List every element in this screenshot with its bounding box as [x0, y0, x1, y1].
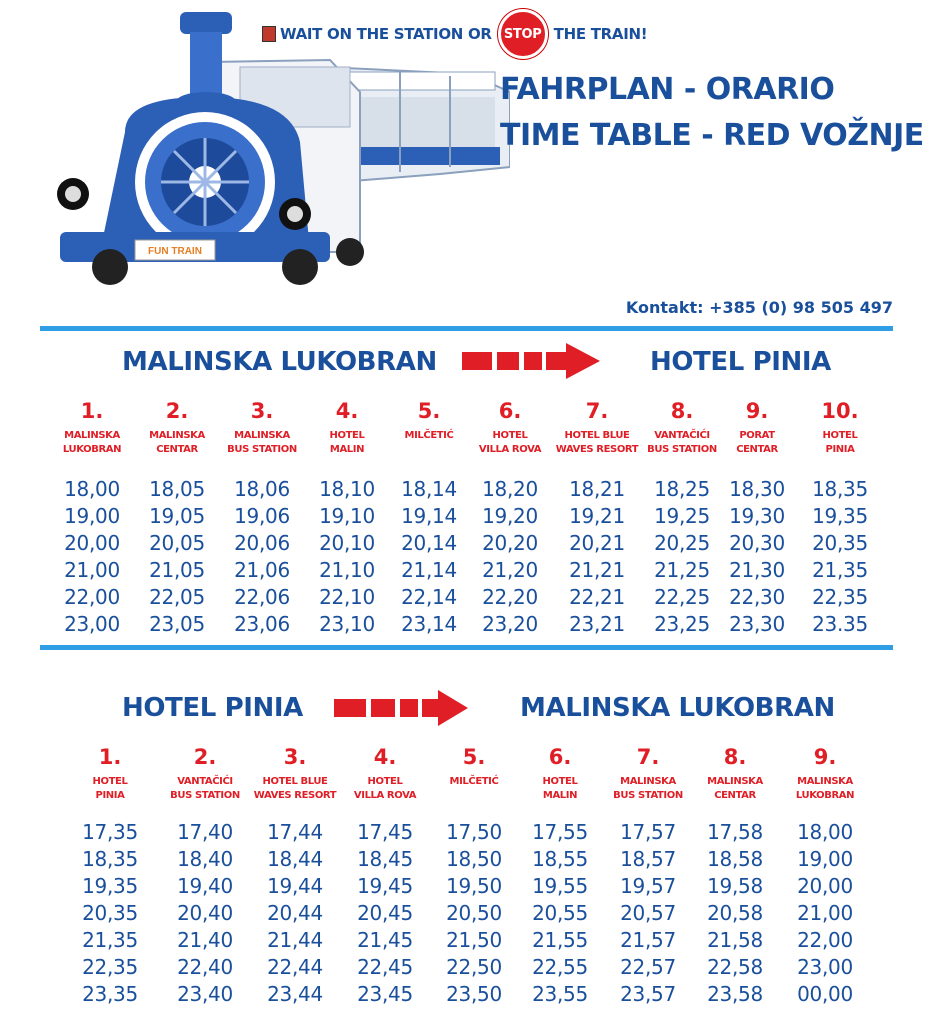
stop-number: 1.: [98, 745, 122, 769]
stop-number: 1.: [80, 399, 104, 423]
stop-header: [553, 399, 641, 457]
time-column: [779, 819, 871, 1008]
departure-time: 21,14: [401, 558, 457, 582]
stop-number: 9.: [813, 745, 837, 769]
time-column: [428, 819, 520, 1008]
stop-header: [602, 745, 694, 803]
departure-time: 22,10: [319, 585, 375, 609]
time-column: [796, 476, 884, 638]
departure-time: 18,35: [82, 847, 138, 871]
departure-time: 17,55: [532, 820, 588, 844]
departure-time: 22,35: [82, 955, 138, 979]
departure-time: 20,45: [357, 901, 413, 925]
departure-time: 20,25: [654, 531, 710, 555]
departure-time: 22,55: [532, 955, 588, 979]
stop-name: HOTEL MALIN: [542, 776, 578, 801]
departure-time: 23,10: [319, 612, 375, 636]
stop-number: 2.: [165, 399, 189, 423]
departure-time: 22,14: [401, 585, 457, 609]
route2-to: MALINSKA LUKOBRAN: [520, 693, 835, 723]
departure-time: 18,25: [654, 477, 710, 501]
departure-time: 22,20: [482, 585, 538, 609]
departure-time: 23,35: [82, 982, 138, 1006]
departure-time: 21,35: [82, 928, 138, 952]
stop-name: HOTEL BLUE WAVES RESORT: [253, 776, 337, 801]
departure-time: 21,30: [729, 558, 785, 582]
departure-time: 21,20: [482, 558, 538, 582]
lamp-icon: [262, 26, 276, 42]
departure-time: 19,58: [707, 874, 763, 898]
departure-time: 18,35: [812, 477, 868, 501]
departure-time: 20,14: [401, 531, 457, 555]
departure-time: 21,55: [532, 928, 588, 952]
stop-number: 5.: [417, 399, 441, 423]
stop-header: [64, 745, 156, 803]
stop-header: [713, 399, 801, 457]
departure-time: 22,57: [620, 955, 676, 979]
departure-time: 22,45: [357, 955, 413, 979]
notice-right-text: THE TRAIN!: [553, 25, 648, 43]
stop-sign-label: STOP: [503, 26, 542, 42]
stop-number: 7.: [636, 745, 660, 769]
divider-top: [40, 326, 893, 331]
stop-name: HOTEL BLUE WAVES RESORT: [555, 430, 639, 455]
stop-number: 5.: [462, 745, 486, 769]
stop-name: HOTEL MALIN: [329, 430, 365, 455]
stop-header: [339, 745, 431, 803]
departure-time: 18,00: [64, 477, 120, 501]
stop-name: MILČETIĆ: [449, 776, 499, 787]
departure-time: 20,57: [620, 901, 676, 925]
departure-time: 23,05: [149, 612, 205, 636]
notice-left-text: WAIT ON THE STATION OR: [280, 25, 492, 43]
departure-time: 21,40: [177, 928, 233, 952]
departure-time: 21,10: [319, 558, 375, 582]
departure-time: 18,45: [357, 847, 413, 871]
stop-sign-icon: [498, 9, 548, 59]
departure-time: 19,00: [64, 504, 120, 528]
departure-time: 20,06: [234, 531, 290, 555]
departure-time: 00,00: [797, 982, 853, 1006]
stop-header: [385, 399, 473, 443]
departure-time: 23,14: [401, 612, 457, 636]
divider-middle: [40, 645, 893, 650]
departure-time: 23,58: [707, 982, 763, 1006]
departure-time: 23,00: [797, 955, 853, 979]
departure-time: 17,50: [446, 820, 502, 844]
departure-time: 22,05: [149, 585, 205, 609]
departure-time: 18,50: [446, 847, 502, 871]
stop-number: 9.: [745, 399, 769, 423]
departure-time: 18,57: [620, 847, 676, 871]
departure-time: 21,06: [234, 558, 290, 582]
departure-time: 21,00: [797, 901, 853, 925]
departure-time: 21,45: [357, 928, 413, 952]
title-line-2: TIME TABLE - RED VOŽNJE: [500, 118, 924, 153]
route2-from: HOTEL PINIA: [122, 693, 303, 723]
departure-time: 18,10: [319, 477, 375, 501]
departure-time: 20,20: [482, 531, 538, 555]
stop-number: 6.: [498, 399, 522, 423]
departure-time: 22,06: [234, 585, 290, 609]
departure-time: 18,00: [797, 820, 853, 844]
departure-time: 17,44: [267, 820, 323, 844]
stop-name: VANTAČIĆI BUS STATION: [170, 776, 240, 801]
stop-header: [689, 745, 781, 803]
time-column: [553, 476, 641, 638]
stop-header: [303, 399, 391, 457]
departure-time: 20,00: [64, 531, 120, 555]
departure-time: 21,00: [64, 558, 120, 582]
stop-number: 4.: [373, 745, 397, 769]
departure-time: 20,58: [707, 901, 763, 925]
departure-time: 20,55: [532, 901, 588, 925]
departure-time: 23,00: [64, 612, 120, 636]
time-column: [249, 819, 341, 1008]
departure-time: 23,57: [620, 982, 676, 1006]
stop-name: MALINSKA LUKOBRAN: [795, 776, 855, 801]
departure-time: 19,40: [177, 874, 233, 898]
departure-time: 20,44: [267, 901, 323, 925]
time-column: [159, 819, 251, 1008]
stop-header: [159, 745, 251, 803]
departure-time: 17,58: [707, 820, 763, 844]
departure-time: 19,55: [532, 874, 588, 898]
stop-header: [514, 745, 606, 803]
departure-time: 23,20: [482, 612, 538, 636]
stop-name: PORAT CENTAR: [736, 430, 778, 455]
time-column: [689, 819, 781, 1008]
departure-time: 18,21: [569, 477, 625, 501]
direction-arrow-icon: [334, 690, 468, 726]
stop-header: [133, 399, 221, 457]
departure-time: 18,40: [177, 847, 233, 871]
departure-time: 23,30: [729, 612, 785, 636]
departure-time: 17,45: [357, 820, 413, 844]
stop-number: 7.: [585, 399, 609, 423]
departure-time: 17,35: [82, 820, 138, 844]
stop-header: [779, 745, 871, 803]
departure-time: 22,50: [446, 955, 502, 979]
departure-time: 18,30: [729, 477, 785, 501]
departure-time: 22,30: [729, 585, 785, 609]
boiler-front: [100, 97, 310, 252]
route1-from: MALINSKA LUKOBRAN: [122, 347, 437, 377]
departure-time: 21,35: [812, 558, 868, 582]
departure-time: 23,44: [267, 982, 323, 1006]
departure-time: 21,58: [707, 928, 763, 952]
departure-time: 20,50: [446, 901, 502, 925]
time-column: [713, 476, 801, 638]
departure-time: 19,30: [729, 504, 785, 528]
stop-name: HOTEL VILLA ROVA: [353, 776, 417, 801]
time-column: [602, 819, 694, 1008]
departure-time: 20,10: [319, 531, 375, 555]
stop-name: HOTEL PINIA: [822, 430, 858, 455]
departure-time: 22,58: [707, 955, 763, 979]
departure-time: 23,06: [234, 612, 290, 636]
stop-header: [428, 745, 520, 789]
time-column: [514, 819, 606, 1008]
departure-time: 19,44: [267, 874, 323, 898]
stop-name: MALINSKA BUS STATION: [227, 430, 297, 455]
departure-time: 18,55: [532, 847, 588, 871]
time-column: [466, 476, 554, 638]
stop-number: 10.: [821, 399, 859, 423]
stop-number: 2.: [193, 745, 217, 769]
departure-time: 20,35: [82, 901, 138, 925]
departure-time: 22,35: [812, 585, 868, 609]
departure-time: 20,35: [812, 531, 868, 555]
time-column: [133, 476, 221, 638]
departure-time: 18,44: [267, 847, 323, 871]
departure-time: 18,14: [401, 477, 457, 501]
departure-time: 21,21: [569, 558, 625, 582]
departure-time: 20,40: [177, 901, 233, 925]
stop-header: [218, 399, 306, 457]
direction-arrow-icon: [462, 343, 600, 379]
departure-time: 17,40: [177, 820, 233, 844]
departure-time: 18,58: [707, 847, 763, 871]
stop-name: VANTAČIĆI BUS STATION: [647, 430, 717, 455]
departure-time: 23.35: [812, 612, 868, 636]
departure-time: 20,21: [569, 531, 625, 555]
stop-number: 4.: [335, 399, 359, 423]
departure-time: 19,35: [82, 874, 138, 898]
time-column: [339, 819, 431, 1008]
stop-header: [48, 399, 136, 457]
departure-time: 22,21: [569, 585, 625, 609]
stop-number: 6.: [548, 745, 572, 769]
departure-time: 23,55: [532, 982, 588, 1006]
departure-time: 21,25: [654, 558, 710, 582]
route1-to: HOTEL PINIA: [650, 347, 831, 377]
departure-time: 21,44: [267, 928, 323, 952]
departure-time: 21,57: [620, 928, 676, 952]
stop-number: 8.: [670, 399, 694, 423]
departure-time: 19,35: [812, 504, 868, 528]
departure-time: 18,20: [482, 477, 538, 501]
stop-name: HOTEL VILLA ROVA: [478, 430, 542, 455]
stop-header: [466, 399, 554, 457]
departure-time: 19,45: [357, 874, 413, 898]
stop-header: [796, 399, 884, 457]
title-line-1: FAHRPLAN - ORARIO: [500, 72, 835, 107]
departure-time: 23,45: [357, 982, 413, 1006]
time-column: [218, 476, 306, 638]
stop-number: 3.: [250, 399, 274, 423]
departure-time: 18,06: [234, 477, 290, 501]
departure-time: 18,05: [149, 477, 205, 501]
stop-name: HOTEL PINIA: [92, 776, 128, 801]
departure-time: 22,00: [64, 585, 120, 609]
departure-time: 22,40: [177, 955, 233, 979]
stop-header: [249, 745, 341, 803]
departure-time: 22,25: [654, 585, 710, 609]
time-column: [64, 819, 156, 1008]
departure-time: 22,00: [797, 928, 853, 952]
departure-time: 19,57: [620, 874, 676, 898]
departure-time: 23,50: [446, 982, 502, 1006]
contact-info: Kontakt: +385 (0) 98 505 497: [625, 298, 893, 317]
departure-time: 17,57: [620, 820, 676, 844]
departure-time: 19,50: [446, 874, 502, 898]
departure-time: 20,00: [797, 874, 853, 898]
departure-time: 19,25: [654, 504, 710, 528]
departure-time: 22,44: [267, 955, 323, 979]
stop-name: MALINSKA CENTAR: [707, 776, 763, 801]
time-column: [48, 476, 136, 638]
time-column: [303, 476, 391, 638]
departure-time: 19,10: [319, 504, 375, 528]
stop-name: MILČETIĆ: [404, 430, 454, 441]
train-badge: FUN TRAIN: [148, 246, 202, 257]
departure-time: 19,06: [234, 504, 290, 528]
departure-time: 23,40: [177, 982, 233, 1006]
departure-time: 19,05: [149, 504, 205, 528]
stop-name: MALINSKA BUS STATION: [613, 776, 683, 801]
time-column: [385, 476, 473, 638]
stop-name: MALINSKA CENTAR: [149, 430, 205, 455]
stop-number: 8.: [723, 745, 747, 769]
departure-time: 21,50: [446, 928, 502, 952]
departure-time: 23,25: [654, 612, 710, 636]
stop-number: 3.: [283, 745, 307, 769]
departure-time: 19,00: [797, 847, 853, 871]
departure-time: 19,21: [569, 504, 625, 528]
departure-time: 23,21: [569, 612, 625, 636]
departure-time: 19,14: [401, 504, 457, 528]
departure-time: 21,05: [149, 558, 205, 582]
departure-time: 20,30: [729, 531, 785, 555]
notice-banner: [262, 14, 647, 54]
departure-time: 19,20: [482, 504, 538, 528]
stop-name: MALINSKA LUKOBRAN: [62, 430, 122, 455]
departure-time: 20,05: [149, 531, 205, 555]
